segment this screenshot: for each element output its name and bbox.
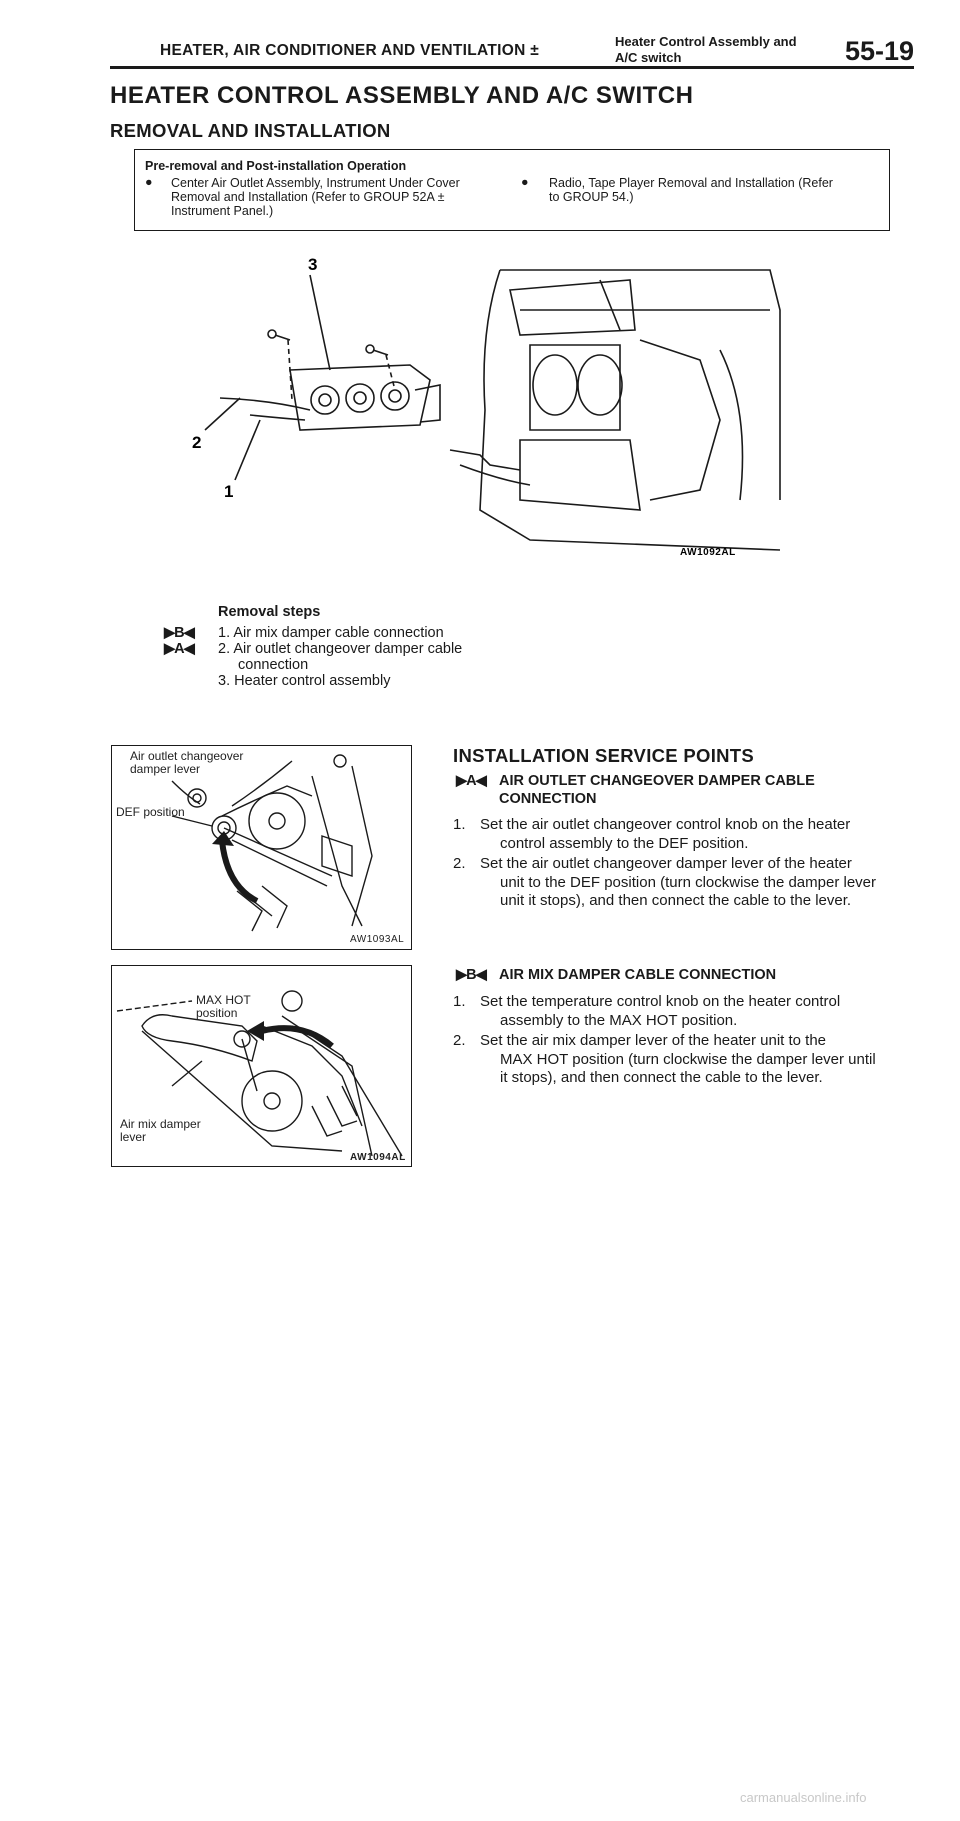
rotation-arrow-icon	[262, 1028, 332, 1046]
label-line: Air mix damper	[120, 1117, 201, 1131]
footer-watermark[interactable]: carmanualsonline.info	[740, 1790, 867, 1805]
step-number: 1.	[453, 816, 466, 833]
removal-step: 1. Air mix damper cable connection	[218, 625, 444, 641]
step-number: 1.	[453, 993, 466, 1010]
pre-operation-item	[549, 176, 879, 204]
callout-3: 3	[308, 255, 318, 274]
heading-line: CONNECTION	[499, 791, 597, 807]
step-line: Set the temperature control knob on the heater control	[480, 993, 841, 1010]
removal-step: 3. Heater control assembly	[218, 673, 391, 689]
header-divider	[110, 66, 914, 69]
heading-line: AIR OUTLET CHANGEOVER DAMPER CABLE	[499, 773, 815, 789]
pre-item-line: Removal and Installation (Refer to GROUP 52A ±	[171, 190, 445, 204]
bullet-icon: ●	[145, 175, 153, 189]
page-number: 55-19	[845, 36, 915, 66]
pre-operation-title: Pre-removal and Post-installation Operation	[145, 159, 407, 173]
header-section-title: HEATER, AIR CONDITIONER AND VENTILATION ±	[160, 42, 540, 59]
label-line: MAX HOT	[196, 993, 251, 1007]
figure-id: AW1093AL	[350, 934, 405, 945]
bullet-icon: ●	[521, 175, 529, 189]
air-mix-lever	[142, 1015, 257, 1061]
page-title: HEATER CONTROL ASSEMBLY AND A/C SWITCH	[110, 82, 694, 109]
step-line: MAX HOT position (turn clockwise the damper lever until	[500, 1050, 876, 1068]
figure-label	[130, 750, 243, 776]
installation-service-points-title: INSTALLATION SERVICE POINTS	[453, 745, 755, 766]
figure-id: AW1092AL	[680, 547, 736, 558]
step-number: 2.	[453, 1032, 466, 1049]
step-line: Set the air outlet changeover damper lever of the heater	[480, 855, 852, 872]
header-subsection-line1: Heater Control Assembly and	[615, 34, 797, 49]
removal-illustration	[180, 250, 800, 570]
step-line: unit it stops), and then connect the cable to the lever.	[500, 892, 852, 909]
service-point-b-heading: AIR MIX DAMPER CABLE CONNECTION	[499, 967, 777, 983]
step-line: it stops), and then connect the cable to the lever.	[500, 1069, 823, 1086]
label-line: Air outlet changeover	[130, 749, 244, 763]
service-point-mark-b: ▶B◀	[456, 967, 486, 983]
removal-step-cont: connection	[238, 657, 309, 673]
label-line: position	[196, 1006, 238, 1020]
figure-label-lever	[120, 1118, 201, 1144]
service-point-a-heading	[499, 772, 815, 808]
removal-step: 2. Air outlet changeover damper cable	[218, 641, 463, 657]
dashboard-outline	[500, 270, 780, 500]
header-subsection-line2: A/C switch	[615, 50, 682, 65]
dash-opening	[530, 345, 620, 430]
service-step	[480, 855, 894, 911]
removal-steps-title: Removal steps	[218, 604, 321, 620]
figure-label-def: DEF position	[116, 805, 185, 819]
figure-id: AW1094AL	[350, 1152, 406, 1163]
label-line: damper lever	[130, 762, 201, 776]
step-number: 2.	[453, 855, 466, 872]
pre-operation-item	[171, 176, 531, 218]
pre-operation-box	[134, 149, 890, 231]
header-subsection	[615, 34, 797, 66]
pre-item-line: Center Air Outlet Assembly, Instrument Under Cover	[171, 176, 460, 190]
step-line: Set the air outlet changeover control knob on the heater	[480, 816, 851, 833]
pre-item-line: to GROUP 54.)	[549, 190, 634, 204]
service-point-mark-a[interactable]: ▶A◀	[164, 641, 194, 657]
figure-air-mix-lever	[111, 965, 412, 1167]
service-step	[480, 993, 894, 1030]
service-point-mark-a: ▶A◀	[456, 773, 486, 789]
service-step	[480, 816, 894, 853]
pre-item-line: Instrument Panel.)	[171, 204, 274, 218]
step-line: control assembly to the DEF position.	[500, 834, 749, 852]
callout-1: 1	[224, 482, 234, 501]
label-line: lever	[120, 1130, 147, 1144]
figure-air-outlet-lever	[111, 745, 412, 950]
center-vent	[510, 280, 635, 335]
air-outlet-lever-drawing	[112, 746, 411, 949]
step-line: assembly to the MAX HOT position.	[500, 1011, 738, 1029]
pre-item-line: Radio, Tape Player Removal and Installation (Refer	[549, 176, 833, 190]
callout-2: 2	[192, 433, 202, 452]
service-point-mark-b[interactable]: ▶B◀	[164, 625, 194, 641]
section-subtitle: REMOVAL AND INSTALLATION	[110, 120, 391, 141]
step-line: unit to the DEF position (turn clockwise the damper lever	[500, 873, 877, 891]
step-line: Set the air mix damper lever of the heater unit to the	[480, 1032, 827, 1049]
service-step	[480, 1032, 894, 1088]
figure-label-max-hot	[196, 994, 251, 1020]
